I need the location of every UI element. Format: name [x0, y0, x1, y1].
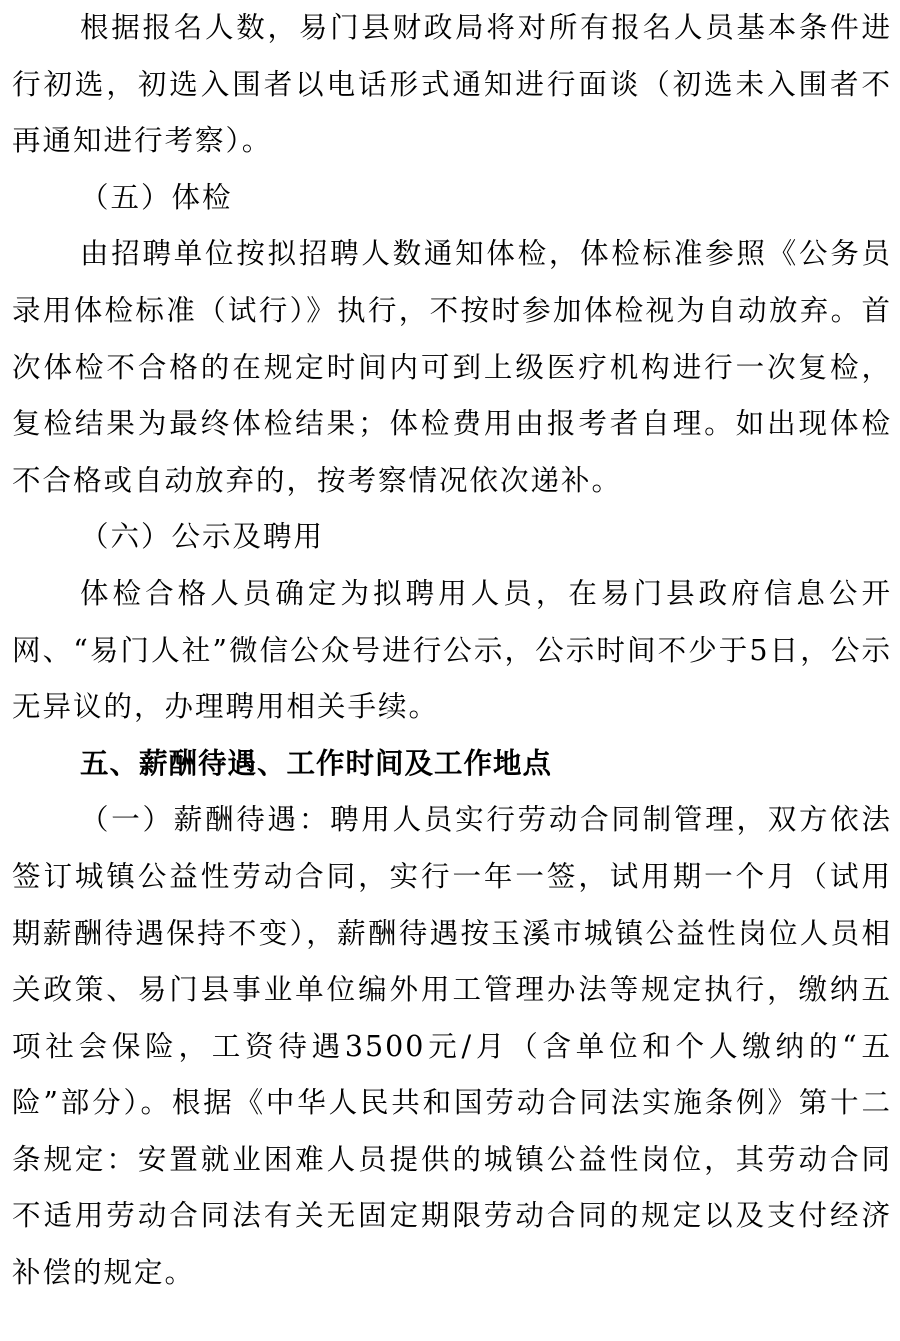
paragraph-publicity-employment: 体检合格人员确定为拟聘用人员，在易门县政府信息公开网、“易门人社”微信公众号进行公示，公示时间不少于5日，公示无异议的，办理聘用相关手续。	[12, 576, 892, 724]
document-page	[12, 0, 892, 1302]
chapter-heading-salary-work: 五、薪酬待遇、工作时间及工作地点	[80, 746, 553, 780]
paragraph-salary: （一）薪酬待遇：聘用人员实行劳动合同制管理，双方依法签订城镇公益性劳动合同，实行一年一签，试用期一个月（试用期薪酬待遇保持不变），薪酬待遇按玉溪市城镇公益性岗位人员相关政策、易门县事业单位编外用工管理办法等规定执行，缴纳五项社会保险，工资待遇3500元/月（含单位和个人缴纳的“五险”部分）。根据《中华人民共和国劳动合同法实施条例》第十二条规定：安置就业困难人员提供的城镇公益性岗位，其劳动合同不适用劳动合同法有关无固定期限劳动合同的规定以及支付经济补偿的规定。	[12, 803, 892, 1290]
paragraph-preliminary-screening: 根据报名人数，易门县财政局将对所有报名人员基本条件进行初选，初选入围者以电话形式通知进行面谈（初选未入围者不再通知进行考察）。	[12, 11, 892, 158]
section-heading-publicity-employment: （六）公示及聘用	[80, 520, 325, 554]
paragraph-physical-exam: 由招聘单位按拟招聘人数通知体检，体检标准参照《公务员录用体检标准（试行）》执行，不按时参加体检视为自动放弃。首次体检不合格的在规定时间内可到上级医疗机构进行一次复检，复检结果为最终体检结果；体检费用由报考者自理。如出现体检不合格或自动放弃的，按考察情况依次递补。	[12, 237, 892, 497]
section-heading-physical-exam: （五）体检	[80, 180, 233, 214]
